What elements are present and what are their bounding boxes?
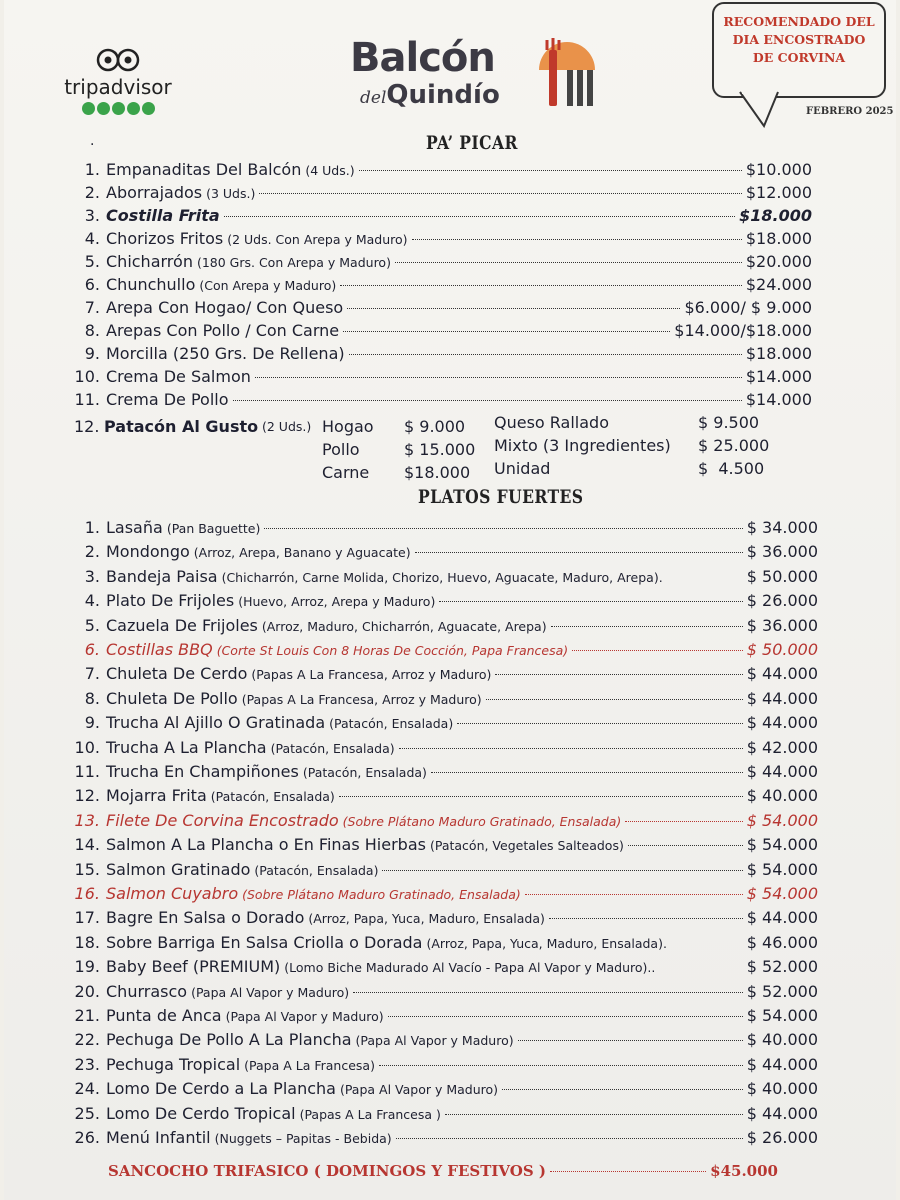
leader-dots [525,894,743,895]
menu-item [72,591,818,613]
item-name: Punta de Anca [106,1006,222,1025]
item-description: (Papa Al Vapor y Maduro) [191,984,350,1000]
menu-item [72,762,818,784]
item-price: $ 44.000 [746,688,818,708]
leader-dots [259,193,741,194]
item-description: (Chicharrón, Carne Molida, Chorizo, Huevo, Aguacate, Maduro, Arepa). [221,569,663,585]
item-name: Pechuga Tropical [106,1054,241,1074]
item-name: Crema De Salmon [106,367,251,386]
menu-item [72,275,812,297]
item-number: 4. [84,229,100,248]
section-title-pa-picar: PA’ PICAR [426,132,518,154]
item-description: (180 Grs. Con Arepa y Maduro) [196,255,391,270]
item-name: Bagre En Salsa o Dorado [106,908,305,928]
item-price: $14.000 [745,390,812,409]
item-number: 26. [74,1128,100,1147]
item-price: $ 36.000 [746,615,818,635]
item-number: 7. [84,664,100,684]
option-label: Queso Rallado [494,413,609,432]
item-name: Arepas Con Pollo / Con Carne [106,321,340,340]
item-price: $ 44.000 [746,908,818,928]
item-price: $10.000 [745,160,812,179]
menu-item [72,786,818,808]
item-name: Chunchullo [106,275,196,294]
menu-item [72,321,812,343]
rating-dot [97,102,110,115]
item-price: $ 26.000 [746,591,818,611]
menu-item [72,160,812,182]
menu-item [72,542,818,564]
item-description: (Arroz, Maduro, Chicharrón, Aguacate, Arepa) [261,618,547,634]
item-number: 3. [84,566,100,586]
item-description: (Patacón, Ensalada) [329,716,454,732]
leader-dots [486,699,743,700]
option-label: Pollo [322,440,360,459]
item-description: (4 Uds.) [305,163,355,178]
option-price: $18.000 [404,463,471,482]
leader-dots [233,400,742,401]
special-label: SANCOCHO TRIFASICO ( DOMINGOS Y FESTIVOS ) [108,1162,546,1180]
item-description: (Arroz, Arepa, Banano y Aguacate) [193,545,411,561]
menu-item [72,982,818,1004]
menu-item [72,567,818,589]
item-price: $ 50.000 [746,566,818,586]
item-number: 16. [74,884,100,903]
item-name: Morcilla (250 Grs. De Rellena) [106,344,345,363]
item-description: (Papas A La Francesa ) [299,1106,441,1122]
leader-dots [625,821,742,822]
leader-dots [445,1114,743,1115]
item-price: $ 44.000 [746,762,818,781]
item-description: (Con Arepa y Maduro) [199,278,337,293]
item-number: 2. [84,542,100,562]
item-number: 14. [74,835,100,855]
item-price: $ 40.000 [746,1030,818,1050]
leader-dots [224,216,735,217]
item-number: 1. [84,160,100,179]
item-description: (Pan Baguette) [166,521,261,536]
item-number: 25. [74,1103,100,1123]
leader-dots [551,626,743,627]
item-price: $ 44.000 [746,713,818,733]
item-name: Pechuga De Pollo A La Plancha [106,1030,352,1050]
leader-dots [347,308,680,309]
menu-item [72,1055,818,1077]
item-price: $ 42.000 [746,737,818,757]
item-price: $ 50.000 [746,640,818,659]
item-name: Trucha En Champiñones [106,762,299,781]
item-name: Mojarra Frita [106,786,207,806]
menu-item [72,689,818,711]
item-description: (3 Uds.) [206,186,256,201]
leader-dots [518,1040,743,1041]
item-name: Filete De Corvina Encostrado [106,810,339,830]
item-number: 20. [74,981,100,1001]
item-price: $6.000/ $ 9.000 [684,298,812,317]
stray-dot: · [90,137,95,153]
rating-dot [82,102,95,115]
item-price: $ 44.000 [746,1103,818,1123]
special-price: $45.000 [710,1162,778,1180]
menu-item [72,344,812,366]
item-price: $ 54.000 [746,884,818,903]
item-number: 8. [84,688,100,708]
item-number: 1. [84,518,100,537]
item-name: Salmon Gratinado [106,859,251,879]
item-price: $ 54.000 [746,835,818,855]
item-number: 9. [84,713,100,733]
item-description: (Lomo Biche Madurado Al Vacío - Papa Al Vapor y Maduro).. [284,960,656,976]
item-name: Baby Beef (PREMIUM) [106,957,281,977]
item-name: Trucha Al Ajillo O Gratinada [106,713,326,733]
item-number: 11. [74,762,100,781]
item-name: Aborrajados [106,183,203,202]
item-name: Crema De Pollo [106,390,229,409]
item-number: 8. [84,321,100,340]
item-price: $18.000 [745,344,812,363]
menu-item [72,933,818,955]
menu-item [72,367,812,389]
option-price: $ 25.000 [698,436,770,455]
item-number: 3. [84,206,100,225]
item-name: Chuleta De Pollo [106,688,238,708]
menu-item [72,518,818,540]
menu-item [72,1079,818,1101]
item-name: Costillas BBQ [106,640,213,659]
item-name: Chicharrón [106,252,193,271]
leader-dots [549,918,743,919]
leader-dots [431,772,743,773]
leader-dots [388,1016,743,1017]
item-price: $ 54.000 [746,859,818,879]
item-number: 17. [74,908,100,928]
item-description: (Patacón, Ensalada) [270,740,395,756]
item-price: $20.000 [745,252,812,271]
tripadvisor-wordmark: tripadvisor [64,75,172,99]
menu-item [72,957,818,979]
item-name: Lasaña [106,518,163,537]
leader-dots [415,552,743,553]
menu-item [72,1030,818,1052]
leader-dots [628,845,743,846]
option-price: $ 9.000 [404,417,466,436]
leader-dots [396,1138,743,1139]
leader-dots [382,870,742,871]
item-number: 5. [84,252,100,271]
item-description: (Papa Al Vapor y Maduro) [355,1033,514,1049]
item-number: 23. [74,1054,100,1074]
item-description: (Papas A La Francesa, Arroz y Maduro) [251,667,492,683]
item-price: $ 46.000 [746,932,818,952]
leader-dots [349,354,742,355]
logo-subtitle [360,80,500,110]
leader-dots [439,601,742,602]
item-number: 13. [74,810,100,830]
menu-item [72,298,812,320]
item-number: 12. [74,417,100,436]
item-description: (Patacón, Ensalada) [254,862,379,878]
item-number: 9. [84,344,100,363]
recommendation-date: FEBRERO 2025 [806,106,894,117]
item-name: Cazuela De Frijoles [106,615,258,635]
leader-dots [264,528,742,529]
menu-item [72,252,812,274]
recommendation-bubble [712,2,886,98]
item-price: $ 26.000 [746,1128,818,1147]
leader-dots [457,723,743,724]
leader-dots [353,992,743,993]
item-number: 7. [84,298,100,317]
logo-sub-prefix: del [360,88,387,108]
item-number: 21. [74,1006,100,1025]
item-name: Churrasco [106,981,188,1001]
item-number: 10. [74,367,100,386]
option-label: Hogao [322,417,374,436]
item-number: 22. [74,1030,100,1050]
item-description: (Papa Al Vapor y Maduro) [225,1009,384,1024]
item-description: (2 Uds.) [262,419,312,434]
item-number: 6. [84,275,100,294]
item-number: 19. [74,957,100,977]
leader-dots [495,674,742,675]
option-price: $ 9.500 [698,413,760,432]
item-description: (Nuggets – Papitas - Bebida) [214,1131,392,1146]
option-price: $ 4.500 [698,459,765,478]
item-name: Plato De Frijoles [106,591,235,611]
item-description: (Sobre Plátano Maduro Gratinado, Ensalada) [342,813,622,829]
item-name: Patacón Al Gusto [104,417,259,436]
item-description: (Huevo, Arroz, Arepa y Maduro) [238,594,436,610]
item-description: (Patacón, Ensalada) [302,765,427,780]
item-description: (Patacón, Ensalada) [210,789,335,805]
leader-dots [359,170,742,171]
sancocho-special [108,1162,778,1180]
item-number: 2. [84,183,100,202]
item-name: Mondongo [106,542,190,562]
menu-item [72,616,818,638]
item-price: $12.000 [745,183,812,202]
item-description: (Sobre Plátano Maduro Gratinado, Ensalada) [242,887,521,902]
owl-icon [95,48,141,72]
menu-item [72,1104,818,1126]
leader-dots [395,262,742,263]
item-description: (Arroz, Papa, Yuca, Maduro, Ensalada) [308,911,545,927]
leader-dots [255,377,742,378]
leader-dots [340,285,742,286]
menu-item [72,183,812,205]
item-description: (Papa Al Vapor y Maduro) [339,1082,499,1098]
item-name: Chorizos Fritos [106,229,224,248]
rating-dots [58,100,178,119]
item-price: $ 44.000 [746,664,818,684]
menu-item [72,1128,818,1150]
item-number: 11. [74,390,100,409]
item-description: (2 Uds. Con Arepa y Maduro) [227,232,408,247]
item-name: Bandeja Paisa [106,566,218,586]
option-label: Carne [322,463,370,482]
item-number: 4. [84,591,100,611]
rating-dot [127,102,140,115]
leader-dots [550,1171,706,1172]
menu-item [72,664,818,686]
leader-dots [412,239,742,240]
menu-item [72,206,812,228]
item-number: 12. [74,786,100,806]
item-number: 15. [74,859,100,879]
item-number: 6. [84,640,100,659]
item-price: $ 40.000 [746,1079,818,1099]
item-price: $ 36.000 [746,542,818,562]
item-description: (Papa A La Francesa) [244,1057,375,1073]
item-price: $ 54.000 [746,810,818,830]
item-name: Salmon A La Plancha o En Finas Hierbas [106,835,426,855]
item-number: 5. [84,615,100,635]
option-price: $ 15.000 [404,440,476,459]
item-price: $ 52.000 [746,957,818,977]
menu-item [72,835,818,857]
option-label: Mixto (3 Ingredientes) [494,436,671,455]
leader-dots [572,650,743,651]
item-price: $14.000/$18.000 [674,321,812,340]
menu-item [72,1006,818,1028]
item-name: Salmon Cuyabro [106,884,239,903]
menu-item [72,229,812,251]
item-description: (Papas A La Francesa, Arroz y Maduro) [241,691,482,707]
item-price: $ 44.000 [746,1054,818,1074]
item-price: $ 54.000 [746,1006,818,1025]
item-price: $ 34.000 [746,518,818,537]
item-name: Menú Infantil [106,1128,211,1147]
logo-name: Balcón [350,35,495,81]
item-price: $24.000 [745,275,812,294]
item-name: Empanaditas Del Balcón [106,160,302,179]
item-description: (Patacón, Vegetales Salteados) [429,838,624,854]
item-name: Lomo De Cerdo a La Plancha [106,1079,336,1099]
rating-dot [112,102,125,115]
item-number: 24. [74,1079,100,1099]
item-price: $18.000 [745,229,812,248]
item-name: Chuleta De Cerdo [106,664,248,684]
leader-dots [399,748,743,749]
menu-item [72,390,812,412]
leader-dots [379,1065,743,1066]
item-price: $14.000 [745,367,812,386]
rating-dot [142,102,155,115]
recommendation-text: RECOMENDADO DEL DIA ENCOSTRADO DE CORVINA [723,14,875,65]
menu-item [72,811,818,833]
logo-sub-name: Quindío [386,80,500,110]
speech-bubble-tail-icon [738,90,786,130]
item-name: Costilla Frita [106,206,220,225]
item-description: (Corte St Louis Con 8 Horas De Cocción, Papa Francesa) [216,643,569,658]
option-label: Unidad [494,459,551,478]
section-title-platos-fuertes: PLATOS FUERTES [418,486,584,508]
fork-knife-icon [535,30,599,110]
menu-item [72,713,818,735]
item-number: 10. [74,737,100,757]
item-name: Lomo De Cerdo Tropical [106,1103,296,1123]
leader-dots [343,331,670,332]
item-number: 18. [74,932,100,952]
restaurant-logo [350,35,500,110]
menu-item [72,908,818,930]
item-price: $ 52.000 [746,981,818,1001]
item-name: Trucha A La Plancha [106,737,267,757]
menu-item [72,860,818,882]
item-name: Sobre Barriga En Salsa Criolla o Dorada [106,932,423,952]
item-description: (Arroz, Papa, Yuca, Maduro, Ensalada). [426,935,667,951]
leader-dots [502,1089,743,1090]
leader-dots [339,796,743,797]
menu-item [72,640,818,662]
item-price: $ 40.000 [746,786,818,806]
menu-item [72,884,818,906]
menu-item [72,738,818,760]
item-price: $18.000 [739,206,812,225]
item-name: Arepa Con Hogao/ Con Queso [106,298,344,317]
tripadvisor-badge [58,48,178,119]
